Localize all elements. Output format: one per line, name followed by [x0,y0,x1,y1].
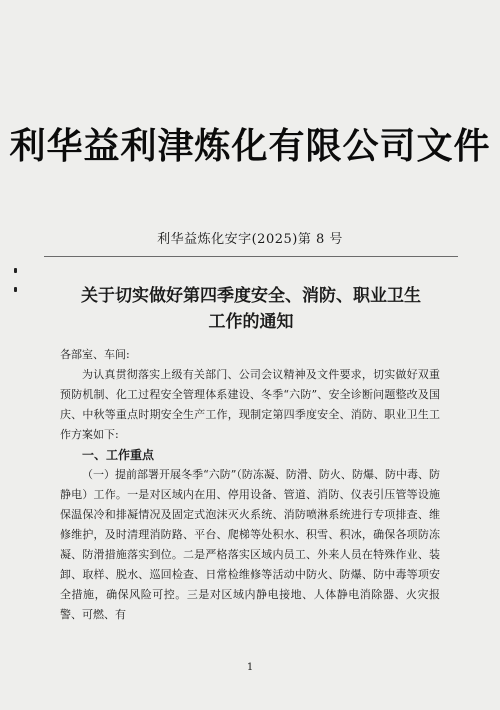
margin-mark [14,268,17,273]
page-number: 1 [246,662,254,673]
margin-mark [14,287,17,292]
addressee: 各部室、车间: [60,348,130,361]
intro-paragraph: 为认真贯彻落实上级有关部门、公司会议精神及文件要求，切实做好双重预防机制、化工过程安全管理体系建设、冬季“六防”、安全诊断问题整改及国庆、中秋等重点时期安全生产工作，现制定第四季度安全、消防、职业卫生工作方案如下: [60,368,440,441]
document-number: 利华益炼化安字(2025)第 8 号 [157,232,343,247]
document-header-title: 利华益利津炼化有限公司文件 [9,126,491,167]
item-paragraph: （一）提前部署开展冬季“六防”（防冻凝、防滑、防火、防爆、防中毒、防静电）工作。一是对区域内在用、停用设备、管道、消防、仪表引压管等设施保温保冷和排凝情况及固定式泡沫灭火系统、消防喷淋系统进行专项排查、维修维护，及时清理消防路、平台、爬梯等处积水、积雪、积冰，确保各项防冻凝、防滑措施落实到位。二是严格落实区域内员工、外来人员在特殊作业、装卸、取样、脱水、巡回检查、日常检维修等活动中防火、防爆、防中毒等项安全措施，确保风险可控。三是对区域内静电接地、人体静电消除器、火灾报警、可燃、有 [60,468,440,621]
section-heading: 一、工作重点 [82,448,155,462]
document-body [60,345,440,625]
header-divider [44,256,458,257]
notice-title-line-2: 工作的通知 [208,312,294,332]
notice-title-line-1: 关于切实做好第四季度安全、消防、职业卫生 [81,286,421,306]
notice-title [56,283,446,335]
